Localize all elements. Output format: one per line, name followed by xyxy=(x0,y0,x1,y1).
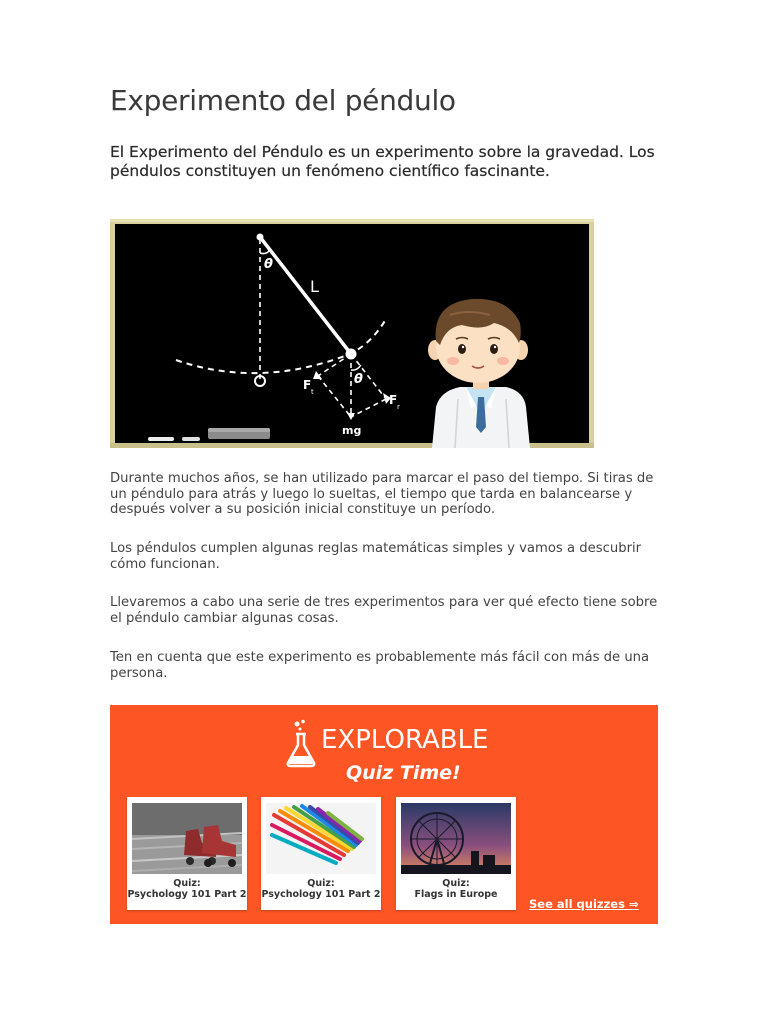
quiz-card[interactable] xyxy=(261,797,381,910)
flask-icon xyxy=(285,719,319,769)
quiz-label: Quiz: xyxy=(307,878,335,889)
label-force-radial-sub: r xyxy=(397,403,400,411)
quiz-card[interactable] xyxy=(396,797,516,910)
article-subtitle: El Experimento del Péndulo es un experimento sobre la gravedad. Los péndulos constituyen un fenómeno científico fascinante. xyxy=(110,143,655,180)
article-paragraph-3: Llevaremos a cabo una serie de tres experimentos para ver qué efecto tiene sobre el péndulo cambiar algunas cosas. xyxy=(110,595,658,626)
label-angle-bottom: θ xyxy=(354,372,363,387)
pendulum-chalkboard-illustration xyxy=(110,219,594,448)
quiz-label: Quiz: xyxy=(442,878,470,889)
label-length: L xyxy=(310,277,319,296)
article-paragraph-1: Durante muchos años, se han utilizado para marcar el paso del tiempo. Si tiras de un péndulo para atrás y luego lo sueltas, el tiempo que tarda en balancearse y después volver a su posición inicial constituye un período. xyxy=(110,471,654,518)
quiz-card[interactable] xyxy=(127,797,247,910)
article-paragraph-2: Los péndulos cumplen algunas reglas matemáticas simples y vamos a descubrir cómo funcionan. xyxy=(110,541,642,572)
ferris-wheel-photo xyxy=(401,803,511,874)
page-title: Experimento del péndulo xyxy=(110,84,456,117)
article-paragraph-4: Ten en cuenta que este experimento es probablemente más fácil con más de una persona. xyxy=(110,650,650,681)
quiz-title: Psychology 101 Part 2 xyxy=(127,889,247,900)
label-force-tangential-sub: t xyxy=(311,388,314,396)
quiz-label: Quiz: xyxy=(173,878,201,889)
roller-skates-photo xyxy=(132,803,242,874)
quiz-time-tagline: Quiz Time! xyxy=(346,762,461,784)
brand-name: EXPLORABLE xyxy=(321,725,489,755)
label-force-tangential: F xyxy=(303,378,312,392)
quiz-title: Psychology 101 Part 2 xyxy=(261,889,381,900)
label-weight: mg xyxy=(342,424,362,437)
label-angle-top: θ xyxy=(264,257,273,272)
label-force-radial: F xyxy=(389,393,398,407)
see-all-quizzes-link[interactable]: See all quizzes ⇒ xyxy=(529,897,639,911)
quiz-title: Flags in Europe xyxy=(414,889,498,900)
colored-pencils-photo xyxy=(266,803,376,874)
explorable-quiz-banner[interactable] xyxy=(110,705,658,924)
